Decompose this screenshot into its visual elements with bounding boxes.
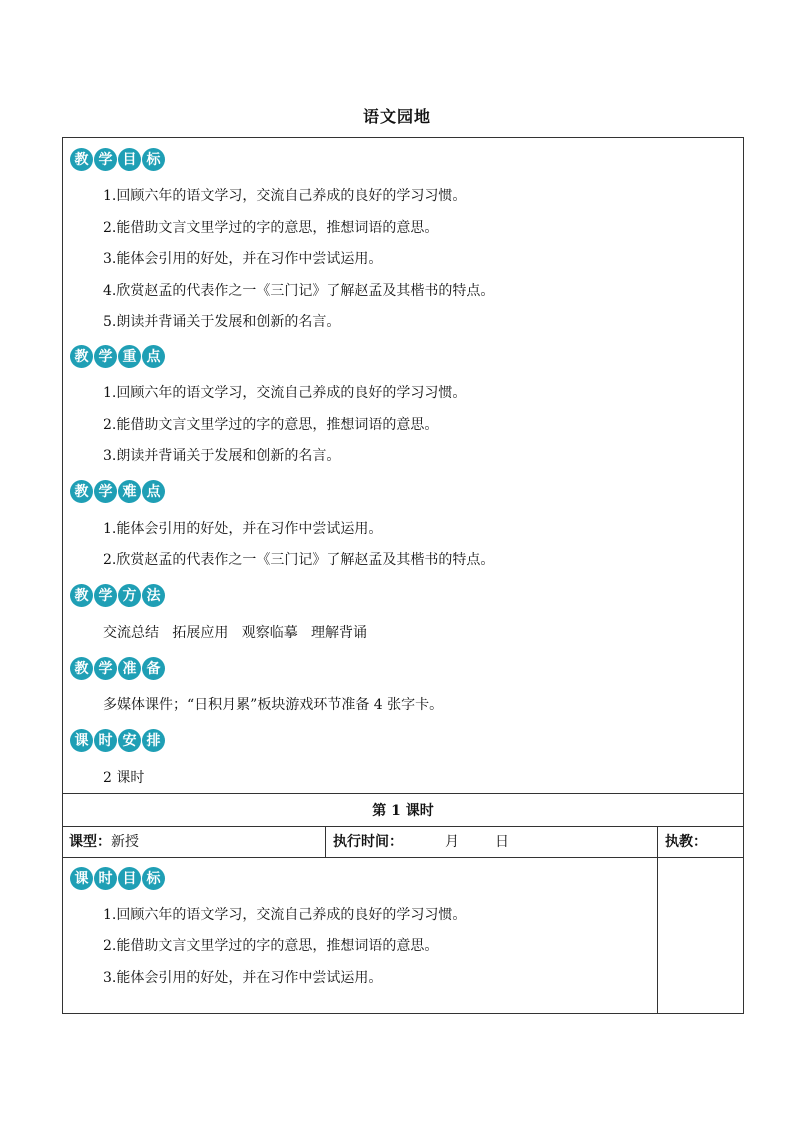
lesson-type-value: 新授 xyxy=(111,834,139,850)
badge-char: 课 xyxy=(70,867,93,890)
schedule-badge xyxy=(70,729,165,752)
divider xyxy=(63,857,657,858)
preparation-text: 多媒体课件；“日积月累”板块游戏环节准备 4 张字卡。 xyxy=(103,697,444,713)
badge-char: 方 xyxy=(118,584,141,607)
key-point-item: 1.回顾六年的语文学习，交流自己养成的良好的学习习惯。 xyxy=(103,385,467,401)
badge-char: 教 xyxy=(70,480,93,503)
badge-char: 排 xyxy=(142,729,165,752)
badge-char: 重 xyxy=(118,345,141,368)
badge-char: 学 xyxy=(94,657,117,680)
badge-char: 备 xyxy=(142,657,165,680)
badge-char: 目 xyxy=(118,148,141,171)
lesson-type xyxy=(69,833,139,851)
badge-char: 目 xyxy=(118,867,141,890)
badge-char: 教 xyxy=(70,657,93,680)
objective-item: 2.能借助文言文里学过的字的意思，推想词语的意思。 xyxy=(103,220,439,236)
badge-char: 课 xyxy=(70,729,93,752)
badge-char: 学 xyxy=(94,480,117,503)
divider xyxy=(657,857,743,858)
lesson-objective-item: 2.能借助文言文里学过的字的意思，推想词语的意思。 xyxy=(103,938,439,954)
badge-char: 学 xyxy=(94,345,117,368)
badge-char: 标 xyxy=(142,148,165,171)
badge-char: 教 xyxy=(70,148,93,171)
day-label: 日 xyxy=(495,834,509,850)
badge-char: 教 xyxy=(70,345,93,368)
lesson-objective-item: 1.回顾六年的语文学习，交流自己养成的良好的学习习惯。 xyxy=(103,907,467,923)
lesson-objective-item: 3.能体会引用的好处，并在习作中尝试运用。 xyxy=(103,970,383,986)
objective-item: 3.能体会引用的好处，并在习作中尝试运用。 xyxy=(103,251,383,267)
lesson-objectives-badge xyxy=(70,867,165,890)
objective-item: 1.回顾六年的语文学习，交流自己养成的良好的学习习惯。 xyxy=(103,188,467,204)
badge-char: 教 xyxy=(70,584,93,607)
divider xyxy=(63,826,743,827)
methods-text: 交流总结 拓展应用 观察临摹 理解背诵 xyxy=(103,625,368,641)
preparation-badge xyxy=(70,657,165,680)
badge-char: 安 xyxy=(118,729,141,752)
difficulty-item: 2.欣赏赵孟的代表作之一《三门记》了解赵孟及其楷书的特点。 xyxy=(103,552,495,568)
objectives-badge xyxy=(70,148,165,171)
badge-char: 时 xyxy=(94,729,117,752)
badge-char: 点 xyxy=(142,480,165,503)
lesson-plan-table xyxy=(62,137,744,1014)
column-divider xyxy=(657,826,658,1014)
badge-char: 法 xyxy=(142,584,165,607)
column-divider xyxy=(325,826,326,857)
badge-char: 学 xyxy=(94,148,117,171)
badge-char: 学 xyxy=(94,584,117,607)
badge-char: 难 xyxy=(118,480,141,503)
lesson-header: 第 1 课时 xyxy=(372,803,434,819)
difficulties-badge xyxy=(70,480,165,503)
methods-badge xyxy=(70,584,165,607)
badge-char: 标 xyxy=(142,867,165,890)
objective-item: 4.欣赏赵孟的代表作之一《三门记》了解赵孟及其楷书的特点。 xyxy=(103,283,495,299)
document-title: 语文园地 xyxy=(362,107,431,126)
key-point-item: 2.能借助文言文里学过的字的意思，推想词语的意思。 xyxy=(103,417,439,433)
teacher-label: 执教： xyxy=(665,834,707,850)
badge-char: 点 xyxy=(142,345,165,368)
month-label: 月 xyxy=(445,834,459,850)
lesson-type-label: 课型： xyxy=(69,834,111,850)
badge-char: 准 xyxy=(118,657,141,680)
badge-char: 时 xyxy=(94,867,117,890)
key-points-badge xyxy=(70,345,165,368)
difficulty-item: 1.能体会引用的好处，并在习作中尝试运用。 xyxy=(103,521,383,537)
objective-item: 5.朗读并背诵关于发展和创新的名言。 xyxy=(103,314,341,330)
schedule-text: 2 课时 xyxy=(103,770,145,786)
divider xyxy=(63,793,743,794)
key-point-item: 3.朗读并背诵关于发展和创新的名言。 xyxy=(103,448,341,464)
execution-time-label: 执行时间： xyxy=(333,834,403,850)
